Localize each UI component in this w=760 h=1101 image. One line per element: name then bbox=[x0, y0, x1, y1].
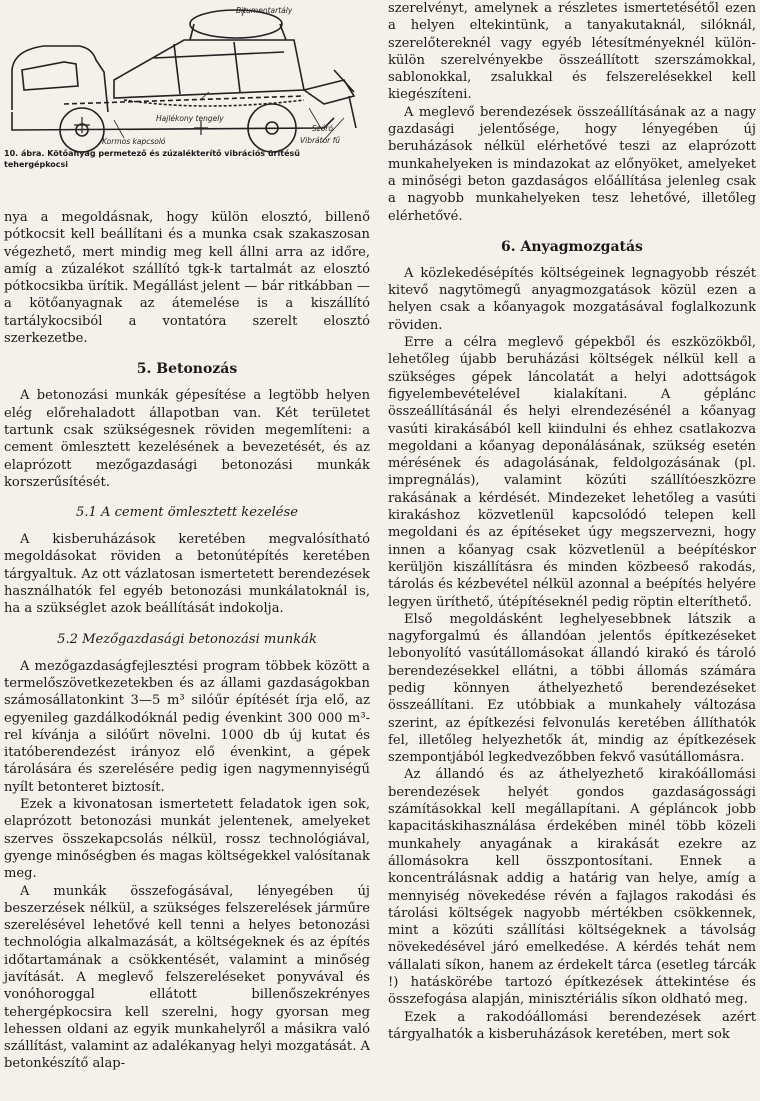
paragraph: A munkák összefogásával, lényegében új beszerzések nélkül, a szükséges felszerelések járműre szerelésével lehetővé kell tenni a helyes betonozási technológia alkalmazását, a költségeknek és az építés időtartamának a csökkentését, valamint a minőség javítását. A meglevő felszereléseket ponyvával és vonóhoroggal ellátott billenőszekrényes tehergépkocsira kell szerelni, hogy gyorsan meg lehessen oldani az egyik munkahelyről a másikra való szállítást, valamint az adalékanyag helyi mozgatását. A betonkészítő alap- bbox=[4, 883, 370, 1072]
paragraph: Első megoldásként leghelyesebbnek látszik a nagyforgalmú és állandóan jelentős építkezéseket lebonyolító vasútállomásokat állandó kirakó és tároló berendezésekkel ellátni, a többi állomás számára pedig könnyen áthelyezhető berendezéseket összeállítani. Ez utóbbiak a munkahely változása szerint, az építkezési felvonulás keretében állíthatók fel, illetőleg helyezhetők át, mindig az építkezések szempontjából legkedvezőbben fekvő vasútállomásra. bbox=[388, 611, 756, 766]
paragraph: Ezek a rakodóállomási berendezések azért tárgyalhatók a kisberuházások keretében, mert sok bbox=[388, 1009, 756, 1042]
section-heading-5: 5. Betonozás bbox=[136, 361, 238, 378]
paragraph: Ezek a kivonatosan ismertetett feladatok igen sok, elaprózott betonozási munkát jelentenek, amelyeket szerves összekapcsolás nélkül, rossz technológiával, gyenge minőségben és magas költségekkel valósítanak meg. bbox=[4, 797, 370, 882]
paragraph: A mezőgazdaságfejlesztési program többek között a termelőszövetkezetekben és az állami gazdaságokban számosállatonkint 3—5 m³ silóűr építését írja elő, az egyenileg gazdálkodóknál pedig évenkint 300 000 m³-rel kívánja a silóűrt növelni. 1000 db új kutat és itatóberendezést irányoz elő évenkint, a gépek tárolására és szerelésére pedig igen nagymennyiségű nyílt betonteret biztosít. bbox=[4, 658, 370, 795]
label-bitumen-tank: Bitumentartály bbox=[236, 6, 293, 15]
paragraph: A meglevő berendezések összeállításának az a nagy gazdasági jelentősége, hogy lényegében új beruházások nélkül elérhetővé teszi az elaprózott munkahelyeken is mindazokat az előnyöket, amelyeket a minőségi beton gazdaságos előállítása jelenleg csak a nagyobb munkahelyeken tesz lehetővé, illetőleg elérhetővé. bbox=[388, 104, 756, 224]
label-spreader: Szóró bbox=[312, 124, 333, 133]
paragraph: Erre a célra meglevő gépekből és eszközökből, lehetőleg újabb beruházási költségek nélkül kell a szükséges gépek láncolatát a helyi adottságok figyelembevételével kialakítani. A géplánc összeállításánál és helyi elrendezésénél a kőanyag vasúti kirakásából kell kiindulni és ehhez csatlakozva megoldani a kőanyag deponálásának, szükség esetén mérésének és adagolásának, feldolgozásának (pl. impregnálás), valamint közúti szállítóeszközre rakásának a kérdését. Mindezeket lehetőleg a vasúti kirakáshoz közvetlenül kapcsolódó telepen kell megoldani és az építéseket úgy megszervezni, hogy innen a kőanyag csak közvetlenül a beépítéskor kerüljön kiszállításra és minden közbeeső rakodás, tárolás és kézbevétel nélkül azonnal a beépítés helyére legyen üríthető, útépítéseknél pedig röptin elteríthető. bbox=[388, 335, 756, 610]
paragraph: A kisberuházások keretében megvalósítható megoldásokat röviden a betonútépítés keretében tárgyaltuk. Az ott vázlatosan ismertetett berendezések használhatók fel egyéb betonozási munkálatoknál is, ha a szükséglet azok beállítását indokolja. bbox=[4, 532, 370, 617]
paragraph: A közlekedésépítés költségeinek legnagyobb részét kitevő nagytömegű anyagmozgatások közül ezen a helyen csak a kőanyagok mozgatásával foglalkozunk röviden. bbox=[388, 265, 756, 333]
figure-caption: 10. ábra. Kötőanyag permetező és zúzalékterítő vibrációs ürítésű tehergépkocsi bbox=[4, 149, 300, 169]
truck-figure bbox=[4, 0, 370, 175]
paragraph: Az állandó és az áthelyezhető kirakóállomási berendezések helyét gondos gazdaságossági számításokkal kell megállapítani. A gépláncok jobb kapacitáskihasználása érdekében minél több közeli munkahely anyagának a kirakását ezekre az állomásokra kell összpontosítani. Ennek a koncentrálásnak addig a határig van helye, amíg a mennyiség növekedése révén a fajlagos rakodási és tárolási költségek nagyobb mértékben csökkennek, mint a közúti szállítási költségeknek a távolság növekedésével járó emelkedése. A kérdés tehát nem vállalati síkon, hanem az érdekelt tárca (esetleg tárcák !) hatáskörébe tartozó építkezések áttekintése és összefogása alapján, minisztériális síkon oldható meg. bbox=[388, 767, 756, 1008]
label-flexible-shaft: Hajlékony tengely bbox=[156, 114, 224, 123]
paragraph: nya a megoldásnak, hogy külön elosztó, billenő pótkocsit kell beállítani és a munka csak szakaszosan végezhető, mert mindig meg kell állni arra az időre, amíg a zúzalékot szállító tgk-k tartalmát az elosztó pótkocsikba ürítik. Megállást jelent — bár ritkábban — a kötőanyagnak az átemelése is a kiszállító tartálykocsiból a vontatóra szerelt elosztó szerkezetbe. bbox=[4, 210, 370, 347]
label-drive-switch: Kormos kapcsoló bbox=[102, 137, 166, 146]
subsection-heading-5-1: 5.1 A cement ömlesztett kezelése bbox=[76, 505, 298, 521]
right-column bbox=[388, 0, 756, 1043]
label-vibrator: Vibrátor fű bbox=[300, 136, 341, 145]
left-column bbox=[4, 0, 370, 1073]
subsection-heading-5-2: 5.2 Mezőgazdasági betonozási munkák bbox=[57, 631, 317, 647]
paragraph: szerelvényt, amelynek a részletes ismertetésétől ezen a helyen eltekintünk, a tanyakutaknál, silóknál, szerelőtereknél vagy egyéb létesítményeknél külön-külön szerelvényekbe összeállított szerszámokkal, sablonokkal, zsalukkal és felszerelésekkel kell kiegészíteni. bbox=[388, 1, 756, 103]
section-heading-6: 6. Anyagmozgatás bbox=[501, 238, 643, 255]
paragraph: A betonozási munkák gépesítése a legtöbb helyen elég előrehaladott állapotban van. Két területet tartunk csak szükségesnek röviden megemlíteni: a cement ömlesztett kezelésének a bevezetését, és az elaprózott mezőgazdasági betonozási munkák korszerűsítését. bbox=[4, 388, 370, 490]
